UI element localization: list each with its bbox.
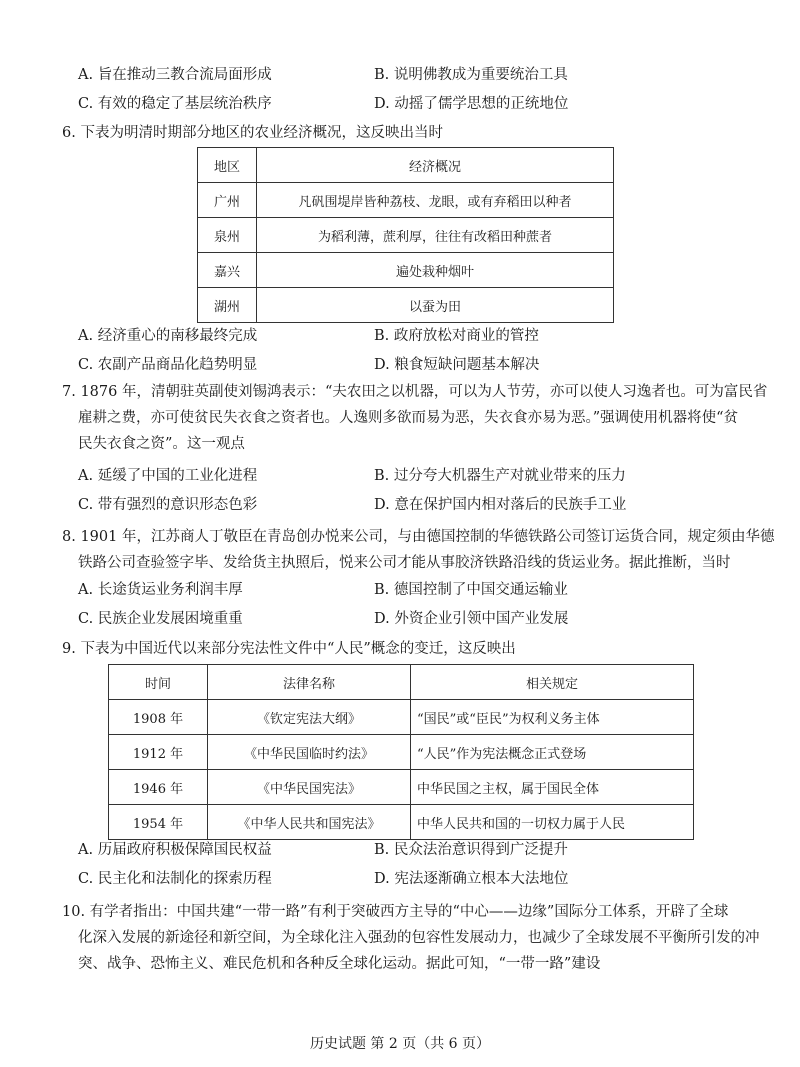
q7-option-d: D. 意在保护国内相对落后的民族手工业	[374, 497, 627, 513]
q9-cell: 《中华民国临时约法》	[208, 735, 411, 770]
q6-cell: 以蚕为田	[257, 288, 614, 323]
q7-stem-line-1: 7. 1876 年，清朝驻英副使刘锡鸿表示：“夫农田之以机器，可以为人节劳，亦可以使人习逸者也。可为富民省	[62, 384, 768, 400]
table-row	[109, 735, 694, 770]
table-header-row	[198, 148, 614, 183]
table-row	[198, 253, 614, 288]
q8-option-d: D. 外资企业引领中国产业发展	[374, 611, 569, 627]
q9-option-c: C. 民主化和法制化的探索历程	[78, 871, 272, 887]
q9-cell: 《中华人民共和国宪法》	[208, 805, 411, 840]
q5-option-b: B. 说明佛教成为重要统治工具	[374, 67, 568, 83]
q6-cell: 为稻利薄，蔗利厚，往往有改稻田种蔗者	[257, 218, 614, 253]
q7-stem-line-3: 民失衣食之资”。这一观点	[78, 436, 245, 452]
q6-cell: 泉州	[198, 218, 257, 253]
table-row	[109, 770, 694, 805]
table-row	[198, 288, 614, 323]
q7-option-b: B. 过分夸大机器生产对就业带来的压力	[374, 468, 626, 484]
q10-stem-line-1: 10. 有学者指出：中国共建“一带一路”有利于突破西方主导的“中心——边缘”国际分工体系，开辟了全球	[62, 904, 729, 920]
q6-header-region: 地区	[198, 148, 257, 183]
q9-cell: “人民”作为宪法概念正式登场	[411, 735, 694, 770]
q9-table	[108, 664, 694, 840]
q10-stem-line-2: 化深入发展的新途径和新空间，为全球化注入强劲的包容性发展动力，也减少了全球发展不平衡所引发的冲	[78, 930, 760, 946]
q5-option-d: D. 动摇了儒学思想的正统地位	[374, 96, 569, 112]
q6-cell: 嘉兴	[198, 253, 257, 288]
page-footer: 历史试题 第 2 页（共 6 页）	[309, 1036, 491, 1052]
q9-stem: 9. 下表为中国近代以来部分宪法性文件中“人民”概念的变迁，这反映出	[62, 641, 516, 657]
table-row	[109, 700, 694, 735]
q6-cell: 广州	[198, 183, 257, 218]
q7-option-a: A. 延缓了中国的工业化进程	[78, 468, 258, 484]
q8-option-b: B. 德国控制了中国交通运输业	[374, 582, 568, 598]
q8-stem-line-2: 铁路公司查验签字毕、发给货主执照后，悦来公司才能从事胶济铁路沿线的货运业务。据此推断，当时	[78, 555, 731, 571]
q5-option-a: A. 旨在推动三教合流局面形成	[78, 67, 272, 83]
q9-header-time: 时间	[109, 665, 208, 700]
q9-cell: “国民”或“臣民”为权利义务主体	[411, 700, 694, 735]
q9-cell: 中华人民共和国的一切权力属于人民	[411, 805, 694, 840]
q8-option-a: A. 长途货运业务利润丰厚	[78, 582, 243, 598]
q9-cell: 1954 年	[109, 805, 208, 840]
q9-cell: 1908 年	[109, 700, 208, 735]
q7-stem-line-2: 雇耕之费，亦可使贫民失衣食之资者也。人逸则多欲而易为恶，失衣食亦易为恶。”强调使用机器将使“贫	[78, 410, 739, 426]
q6-option-b: B. 政府放松对商业的管控	[374, 328, 539, 344]
q6-table	[197, 147, 614, 323]
q6-cell: 湖州	[198, 288, 257, 323]
q8-stem-line-1: 8. 1901 年，江苏商人丁敬臣在青岛创办悦来公司，与由德国控制的华德铁路公司签订运货合同，规定须由华德	[62, 529, 775, 545]
q9-cell: 1912 年	[109, 735, 208, 770]
q9-header-provision: 相关规定	[411, 665, 694, 700]
q9-cell: 《钦定宪法大纲》	[208, 700, 411, 735]
q6-option-a: A. 经济重心的南移最终完成	[78, 328, 258, 344]
q5-option-c: C. 有效的稳定了基层统治秩序	[78, 96, 272, 112]
q8-option-c: C. 民族企业发展困境重重	[78, 611, 243, 627]
table-row	[109, 805, 694, 840]
q6-cell: 遍处栽种烟叶	[257, 253, 614, 288]
q6-option-d: D. 粮食短缺问题基本解决	[374, 357, 540, 373]
table-row	[198, 218, 614, 253]
table-header-row	[109, 665, 694, 700]
q9-header-law: 法律名称	[208, 665, 411, 700]
q10-stem-line-3: 突、战争、恐怖主义、难民危机和各种反全球化运动。据此可知，“一带一路”建设	[78, 956, 601, 972]
q6-header-overview: 经济概况	[257, 148, 614, 183]
q9-cell: 《中华民国宪法》	[208, 770, 411, 805]
q9-cell: 中华民国之主权，属于国民全体	[411, 770, 694, 805]
q7-option-c: C. 带有强烈的意识形态色彩	[78, 497, 258, 513]
q9-option-b: B. 民众法治意识得到广泛提升	[374, 842, 568, 858]
q9-cell: 1946 年	[109, 770, 208, 805]
q6-option-c: C. 农副产品商品化趋势明显	[78, 357, 258, 373]
q6-cell: 凡矾围堤岸皆种荔枝、龙眼，或有弃稻田以种者	[257, 183, 614, 218]
table-row	[198, 183, 614, 218]
q9-option-a: A. 历届政府积极保障国民权益	[78, 842, 272, 858]
q9-option-d: D. 宪法逐渐确立根本大法地位	[374, 871, 569, 887]
q6-stem: 6. 下表为明清时期部分地区的农业经济概况，这反映出当时	[62, 125, 443, 141]
